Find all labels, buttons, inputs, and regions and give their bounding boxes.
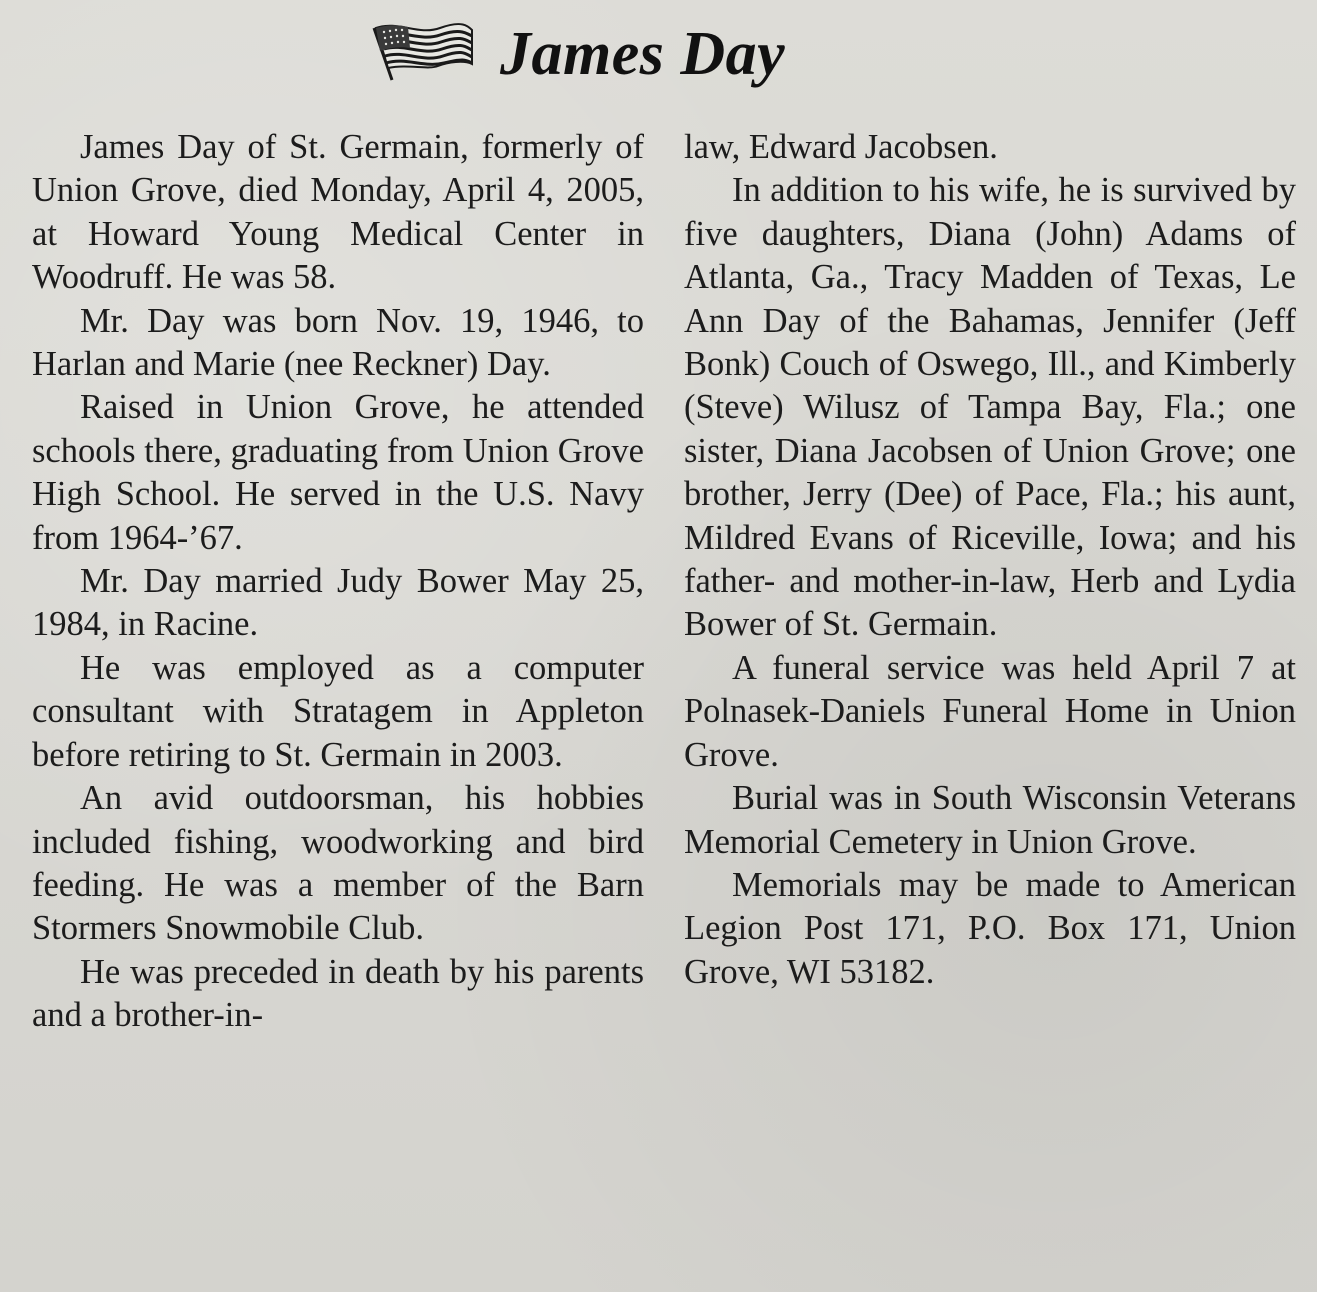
right-column	[684, 126, 1296, 994]
paragraph-hobbies: An avid outdoorsman, his hobbies included fishing, woodworking and bird feeding. He was a member of the Barn Stormers Snowmobile Club.	[32, 779, 644, 948]
paragraph-marriage: Mr. Day married Judy Bower May 25, 1984, in Racine.	[32, 562, 644, 644]
paragraph-career: He was employed as a computer consultant with Stratagem in Appleton before retiring to St. Germain in 2003.	[32, 648, 644, 774]
paragraph-death-notice: James Day of St. Germain, formerly of Union Grove, died Monday, April 4, 2005, at Howard Young Medical Center in Woodruff. He was 58.	[32, 128, 644, 297]
page-title: James Day	[500, 20, 786, 88]
paragraph-birth: Mr. Day was born Nov. 19, 1946, to Harlan and Marie (nee Reckner) Day.	[32, 301, 644, 384]
left-column	[32, 126, 644, 1038]
paragraph-survivors: In addition to his wife, he is survived by five daughters, Diana (John) Adams of Atlanta, Ga., Tracy Madden of Texas, Le Ann Day of the Bahamas, Jennifer (Jeff Bonk) Couch of Oswego, Ill., and Kimberly (Steve) Wilusz of Tampa Bay, Fla.; one sister, Diana Jacobsen of Union Grove; one brother, Jerry (Dee) of Pace, Fla.; his aunt, Mildred Evans of Riceville, Iowa; and his father- and mother-in-law, Herb and Lydia Bower of St. Germain.	[684, 171, 1296, 644]
paragraph-preceded-in-death: He was preceded in death by his parents and a brother-in-	[32, 952, 644, 1035]
paragraph-preceded-continued: law, Edward Jacobsen.	[684, 128, 998, 166]
american-flag-icon	[368, 18, 478, 82]
paragraph-burial: Burial was in South Wisconsin Veterans Memorial Cemetery in Union Grove.	[684, 779, 1296, 861]
obituary-header	[0, 12, 1317, 102]
paragraph-funeral: A funeral service was held April 7 at Polnasek-Daniels Funeral Home in Union Grove.	[684, 648, 1296, 774]
paragraph-memorials: Memorials may be made to American Legion Post 171, P.O. Box 171, Union Grove, WI 53182.	[684, 865, 1296, 991]
paragraph-education-service: Raised in Union Grove, he attended schools there, graduating from Union Grove High School. He served in the U.S. Navy from 1964-’67.	[32, 388, 644, 557]
